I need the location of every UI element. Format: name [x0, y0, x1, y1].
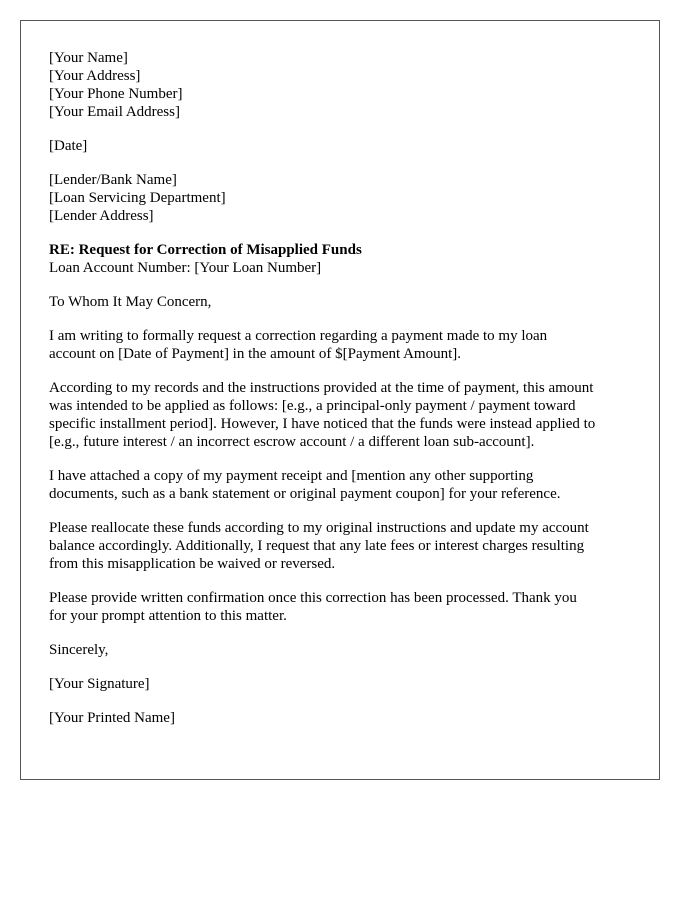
sender-name: [Your Name]	[49, 50, 128, 66]
sender-block	[49, 49, 644, 121]
salutation-block	[49, 293, 644, 311]
letter-date: [Date]	[49, 138, 88, 154]
recipient-block	[49, 171, 644, 225]
paragraph-line: Please provide written confirmation once this correction has been processed. Thank you	[49, 590, 577, 606]
sender-phone: [Your Phone Number]	[49, 86, 183, 102]
signature: [Your Signature]	[49, 676, 150, 692]
signature-block	[49, 675, 644, 693]
recipient-department: [Loan Servicing Department]	[49, 190, 226, 206]
paragraph-line: for your prompt attention to this matter.	[49, 608, 287, 624]
paragraph-line: from this misapplication be waived or reversed.	[49, 556, 336, 572]
printed-name-block	[49, 709, 644, 727]
subject-block	[49, 241, 644, 277]
salutation: To Whom It May Concern,	[49, 294, 212, 310]
paragraph-line: documents, such as a bank statement or original payment coupon] for your reference.	[49, 486, 561, 502]
sender-address: [Your Address]	[49, 68, 141, 84]
paragraph-line: I am writing to formally request a correction regarding a payment made to my loan	[49, 328, 548, 344]
paragraph-line: I have attached a copy of my payment receipt and [mention any other supporting	[49, 468, 534, 484]
recipient-address: [Lender Address]	[49, 208, 154, 224]
paragraph-line: Please reallocate these funds according to my original instructions and update my account	[49, 520, 589, 536]
sender-email: [Your Email Address]	[49, 104, 180, 120]
subject-line: RE: Request for Correction of Misapplied Funds	[49, 242, 362, 258]
closing-block	[49, 641, 644, 659]
recipient-name: [Lender/Bank Name]	[49, 172, 177, 188]
paragraph-line: specific installment period]. However, I have noticed that the funds were instead applied to	[49, 416, 596, 432]
body-paragraph-3	[49, 467, 644, 503]
letter-page	[20, 20, 660, 780]
letter-content	[49, 49, 644, 743]
paragraph-line: According to my records and the instructions provided at the time of payment, this amount	[49, 380, 594, 396]
body-paragraph-1	[49, 327, 644, 363]
paragraph-line: balance accordingly. Additionally, I request that any late fees or interest charges resulting	[49, 538, 585, 554]
closing: Sincerely,	[49, 642, 109, 658]
body-paragraph-5	[49, 589, 644, 625]
paragraph-line: account on [Date of Payment] in the amount of $[Payment Amount].	[49, 346, 461, 362]
paragraph-line: was intended to be applied as follows: [e.g., a principal-only payment / payment toward	[49, 398, 576, 414]
paragraph-line: [e.g., future interest / an incorrect escrow account / a different loan sub-account].	[49, 434, 535, 450]
printed-name: [Your Printed Name]	[49, 710, 175, 726]
body-paragraph-2	[49, 379, 644, 451]
body-paragraph-4	[49, 519, 644, 573]
account-number-line: Loan Account Number: [Your Loan Number]	[49, 260, 322, 276]
date-block	[49, 137, 644, 155]
